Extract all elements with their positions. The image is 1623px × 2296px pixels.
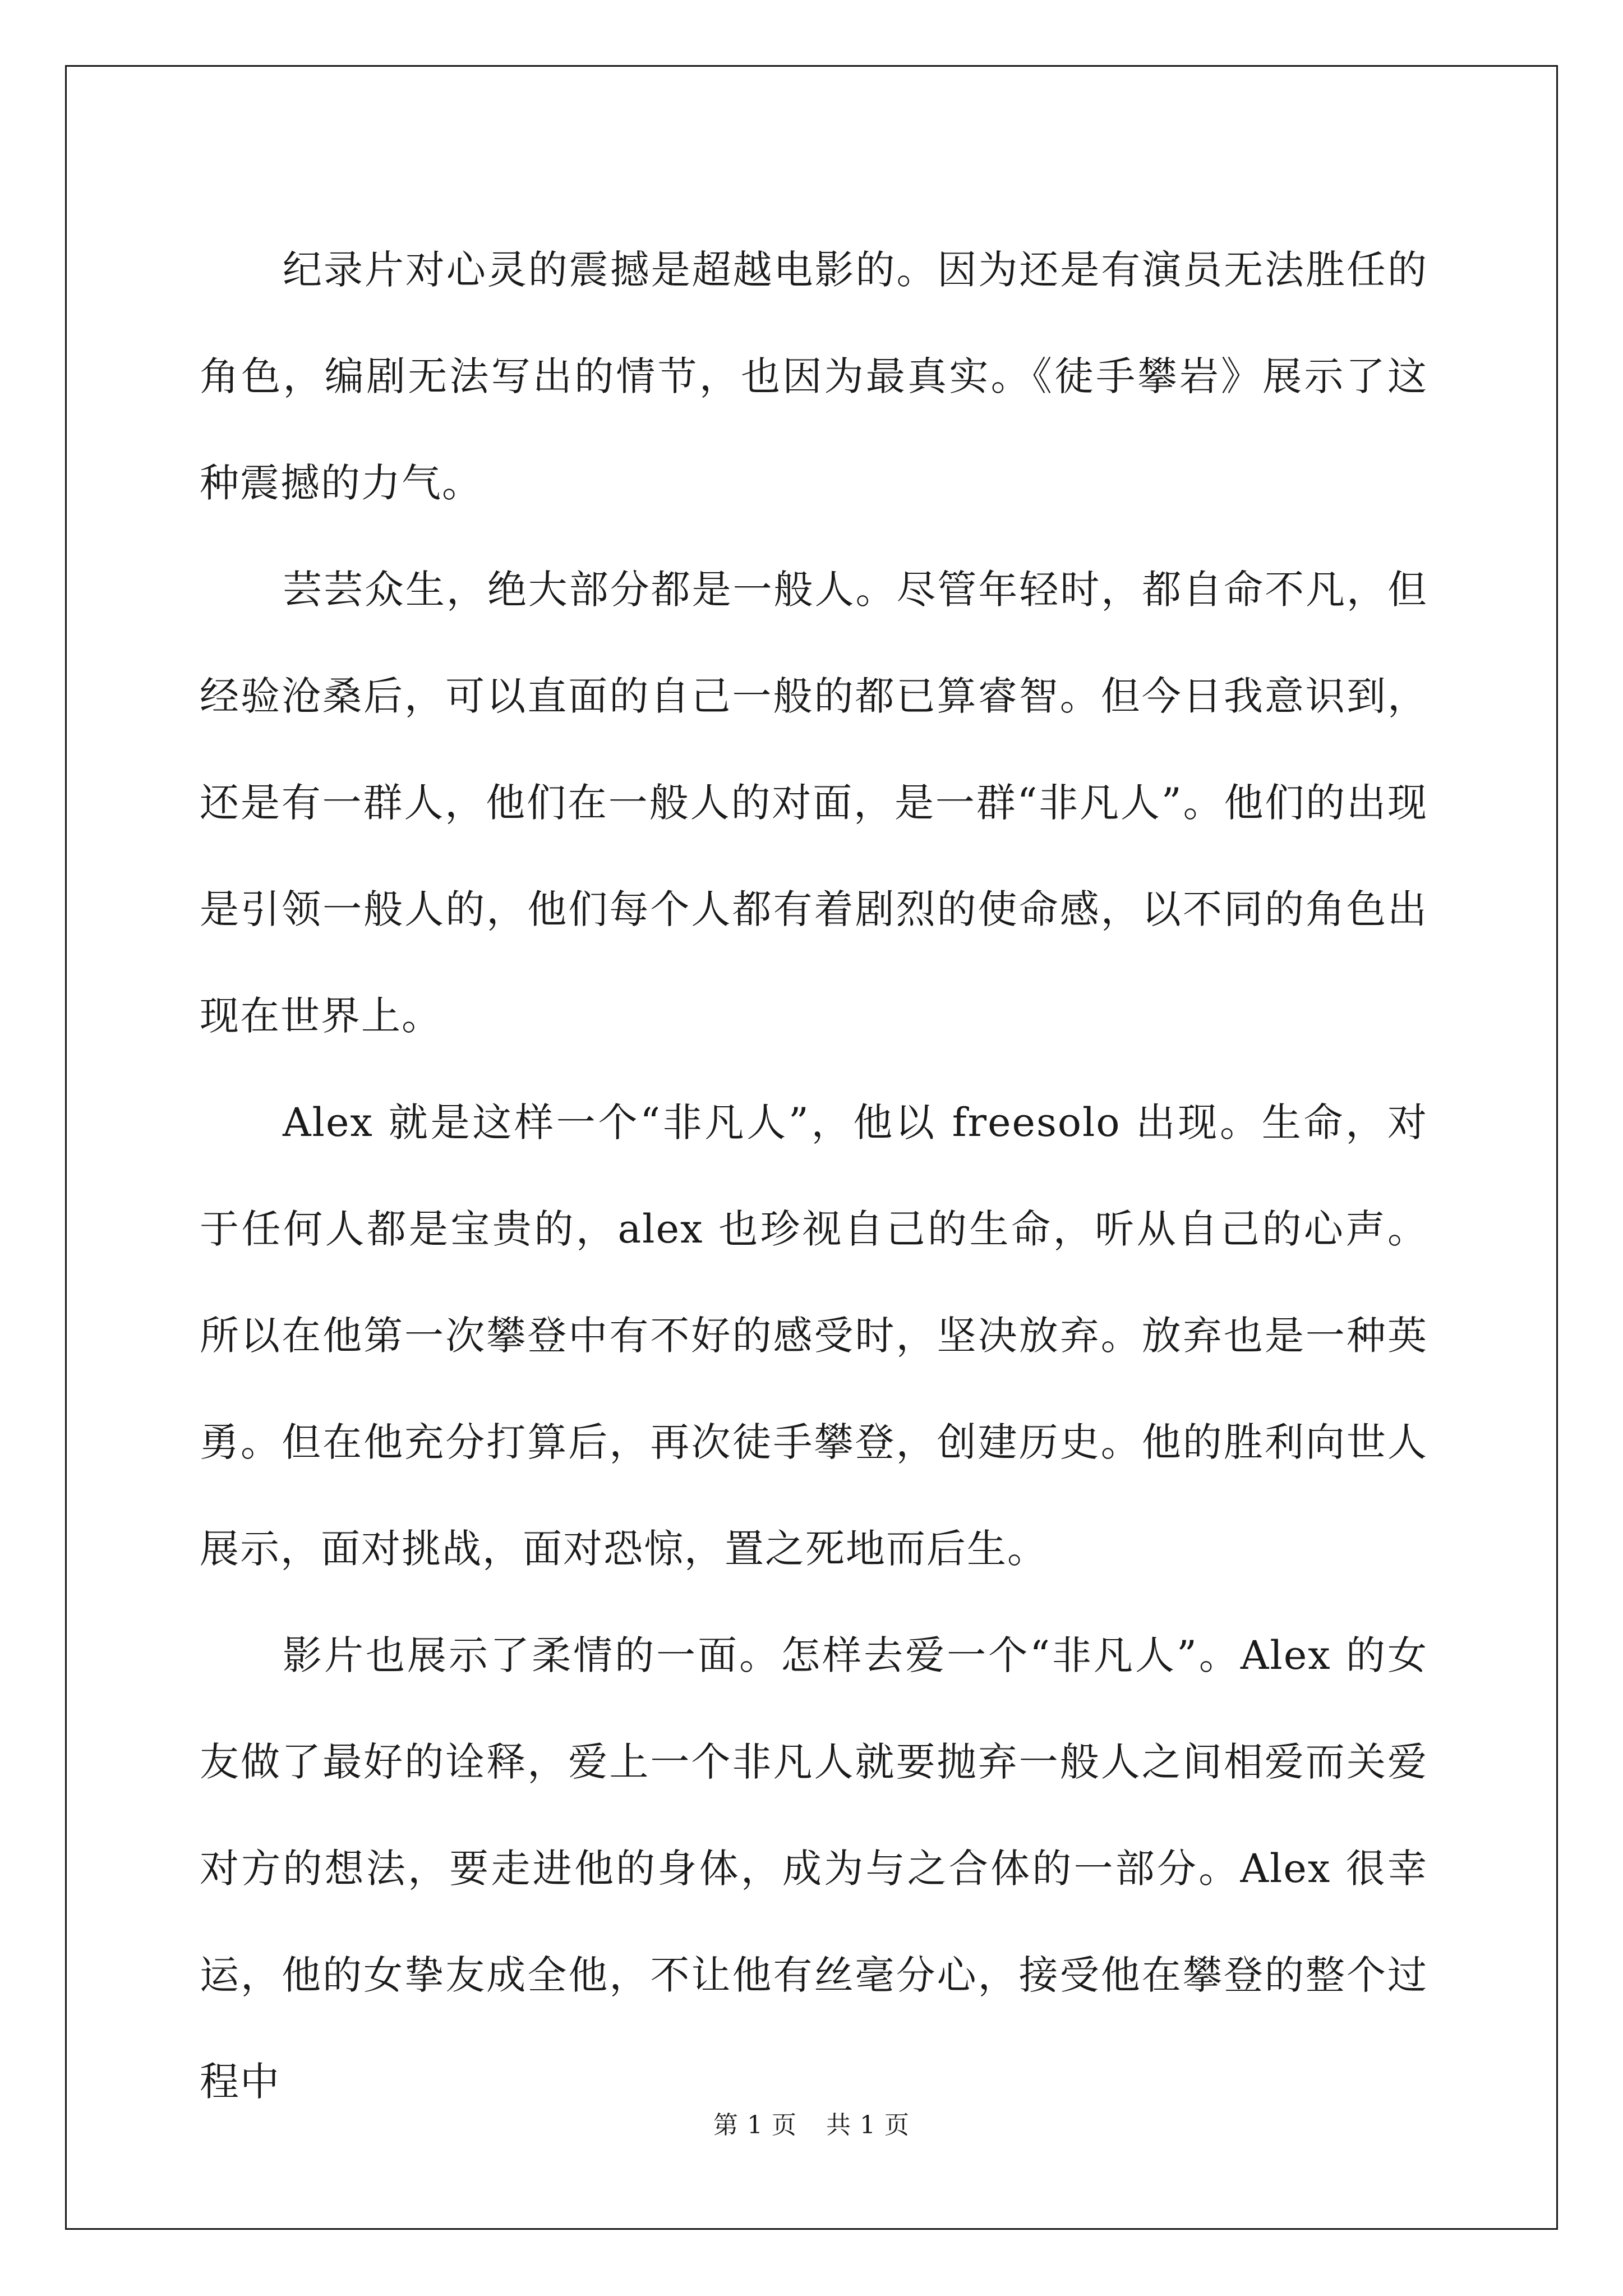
paragraph-3: Alex 就是这样一个“非凡人”，他以 freesolo 出现。生命，对于任何人都是宝贵的，alex 也珍视自己的生命，听从自己的心声。所以在他第一次攀登中有不好的感受时，坚决放弃。放弃也是一种英勇。但在他充分打算后，再次徒手攀登，创建历史。他的胜利向世人展示，面对挑战，面对恐惊，置之死地而后生。 xyxy=(200,1099,1428,1572)
paragraph-4: 影片也展示了柔情的一面。怎样去爱一个“非凡人”。Alex 的女友做了最好的诠释，爱上一个非凡人就要抛弃一般人之间相爱而关爱对方的想法，要走进他的身体，成为与之合体的一部分。Alex 很幸运，他的女挚友成全他，不让他有丝毫分心，接受他在攀登的整个过程中 xyxy=(200,1632,1428,2105)
page-number: 第 1 页 xyxy=(713,2111,797,2139)
paragraph-1: 纪录片对心灵的震撼是超越电影的。因为还是有演员无法胜任的角色，编剧无法写出的情节，也因为最真实。《徒手攀岩》展示了这种震撼的力气。 xyxy=(200,247,1428,506)
document-body xyxy=(200,217,1428,2135)
page-footer xyxy=(0,2105,1623,2141)
paragraph-2: 芸芸众生，绝大部分都是一般人。尽管年轻时，都自命不凡，但经验沧桑后，可以直面的自己一般的都已算睿智。但今日我意识到，还是有一群人，他们在一般人的对面，是一群“非凡人”。他们的出现是引领一般人的，他们每个人都有着剧烈的使命感，以不同的角色出现在世界上。 xyxy=(200,567,1428,1039)
page-total: 共 1 页 xyxy=(826,2111,910,2139)
